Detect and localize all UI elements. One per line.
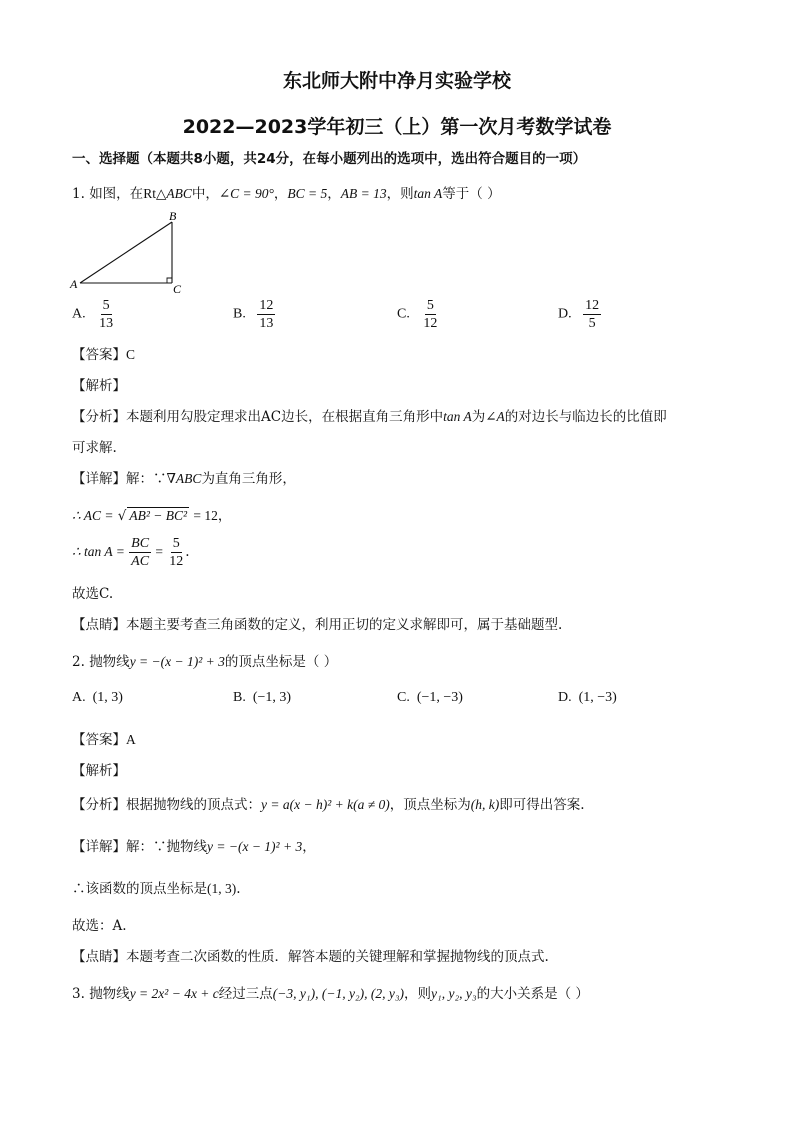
numerator: 12	[259, 298, 274, 313]
exam-title: 2022—2023学年初三（上）第一次月考数学试卷	[182, 116, 612, 138]
vertex-b-label: B	[169, 209, 177, 223]
q1-rt: Rt△	[143, 186, 167, 201]
q1-option-a[interactable]	[72, 297, 115, 332]
numerator: 5	[426, 298, 434, 313]
q2-answer	[72, 728, 136, 748]
option-value: (1, −3)	[578, 690, 617, 705]
q2-detail: 【详解】解：∵抛物线y = −(x − 1)² + 3，	[72, 839, 316, 855]
numerator: 12	[585, 298, 600, 313]
q1-step-2: ∴ tan A = $\frac{BC}{AC}$ = $\frac{5}{12}$ .	[72, 536, 190, 569]
option-fraction	[583, 297, 601, 332]
school-title: 东北师大附中净月实验学校	[282, 70, 511, 92]
option-value: (−1, −3)	[416, 690, 463, 705]
q3-formula: y = 2x² − 4x + c	[129, 986, 219, 1001]
radicand: AB² − BC²	[129, 508, 188, 523]
vertex-c-label: C	[173, 282, 182, 296]
denominator: 5	[588, 316, 596, 331]
q2-number: 2.	[72, 654, 85, 670]
option-fraction	[421, 297, 439, 332]
q1-stem	[72, 182, 501, 202]
q1-number: 1.	[72, 186, 85, 202]
option-value: (−1, 3)	[252, 690, 292, 705]
q1-abc: ABC	[166, 186, 192, 201]
q1-answer	[72, 343, 135, 363]
option-label: D.	[558, 690, 572, 705]
option-label: B.	[233, 690, 246, 705]
q2-option-c[interactable]	[397, 690, 463, 706]
q2-option-d[interactable]	[558, 690, 617, 706]
comment-tag: 【点睛】	[72, 949, 126, 965]
q1-analysis-tag: 【解析】	[72, 378, 126, 394]
q1-comment: 【点睛】本题主要考查三角函数的定义，利用正切的定义求解即可，属于基础题型.	[72, 617, 563, 633]
fenxi-tag: 【分析】	[72, 797, 126, 813]
q1-comma-1: ，	[273, 186, 288, 202]
q2-formula: y = −(x − 1)² + 3	[129, 654, 225, 669]
denominator: 12	[423, 316, 438, 331]
fenxi-tag: 【分析】	[72, 409, 126, 425]
q1-choose: 故选C.	[72, 586, 114, 602]
q3-ys: y₁, y₂, y₃	[431, 986, 477, 1001]
comment-tag: 【点睛】	[72, 617, 126, 633]
q1-angle: ∠C = 90°	[218, 186, 274, 201]
q3-stem: 3. 抛物线y = 2x² − 4x + c经过三点(−3, y₁), (−1, y₂), (2, y₃)，则y₁, y₂, y₃的大小关系是（ ）	[72, 986, 589, 1002]
option-label: B.	[233, 306, 246, 322]
answer-tag: 【答案】	[72, 732, 126, 748]
q1-text-b: 中，	[191, 186, 219, 202]
q3-number: 3.	[72, 986, 85, 1002]
q1-text-c: ，则	[386, 186, 414, 202]
option-label: C.	[397, 306, 410, 322]
option-fraction	[257, 297, 275, 332]
q2-comment: 【点睛】本题考查二次函数的性质．解答本题的关键理解和掌握抛物线的顶点式.	[72, 949, 549, 965]
fraction-5-12: $\frac{5}{12}$	[169, 536, 184, 569]
option-label: C.	[397, 690, 410, 705]
q1-comma-2: ，	[327, 186, 341, 202]
fraction-bc-ac: $\frac{BC}{AC}$	[131, 536, 150, 569]
denominator: 13	[99, 316, 114, 331]
option-fraction	[97, 297, 115, 332]
q1-text-a: 如图，在	[89, 186, 144, 202]
q2-analysis-tag: 【解析】	[72, 763, 126, 779]
q2-fenxi: 【分析】根据抛物线的顶点式：y = a(x − h)² + k(a ≠ 0)，顶点坐标为(h, k)即可得出答案.	[72, 797, 585, 813]
answer-tag: 【答案】	[72, 347, 126, 363]
section-heading: 一、选择题（本题共8小题，共24分，在每小题列出的选项中，选出符合题目的一项）	[72, 151, 587, 167]
q1-step-1: ∴ AC = √ AB² − BC² = 12，	[72, 508, 232, 524]
option-label: A.	[72, 306, 86, 322]
numerator: 5	[102, 298, 110, 313]
answer-value: A	[126, 732, 136, 747]
answer-value: C	[126, 347, 136, 362]
q3-points: (−3, y₁), (−1, y₂), (2, y₃)	[272, 986, 405, 1001]
q2-option-b[interactable]	[233, 690, 291, 706]
q1-fenxi-cont: 可求解.	[72, 440, 117, 456]
q1-option-d[interactable]	[558, 297, 601, 332]
q1-text-d: 等于（ ）	[442, 186, 501, 202]
q1-tana: tan A	[413, 186, 443, 201]
option-value: (1, 3)	[92, 690, 123, 705]
q1-fenxi: 【分析】本题利用勾股定理求出AC边长，在根据直角三角形中tan A为∠A的对边长与临边长的比值即	[72, 409, 667, 425]
q2-step: ∴该函数的顶点坐标是(1, 3).	[72, 881, 241, 897]
q1-triangle-figure	[68, 208, 188, 296]
q2-choose: 故选：A.	[72, 918, 127, 934]
detail-tag: 【详解】	[72, 471, 126, 487]
detail-tag: 【详解】	[72, 839, 126, 855]
q2-option-a[interactable]	[72, 690, 123, 706]
q1-option-b[interactable]	[233, 297, 275, 332]
option-label: D.	[558, 306, 572, 322]
vertex-a-label: A	[70, 277, 78, 291]
q1-bc: BC = 5	[287, 186, 328, 201]
q2-stem: 2. 抛物线y = −(x − 1)² + 3的顶点坐标是（ ）	[72, 654, 338, 670]
q1-option-c[interactable]	[397, 297, 439, 332]
side-ab	[80, 222, 172, 283]
q1-ab: AB = 13	[340, 186, 387, 201]
q1-detail: 【详解】解：∵∇ABC为直角三角形，	[72, 471, 296, 487]
right-angle-mark	[167, 278, 172, 283]
option-label: A.	[72, 690, 86, 705]
denominator: 13	[259, 316, 274, 331]
